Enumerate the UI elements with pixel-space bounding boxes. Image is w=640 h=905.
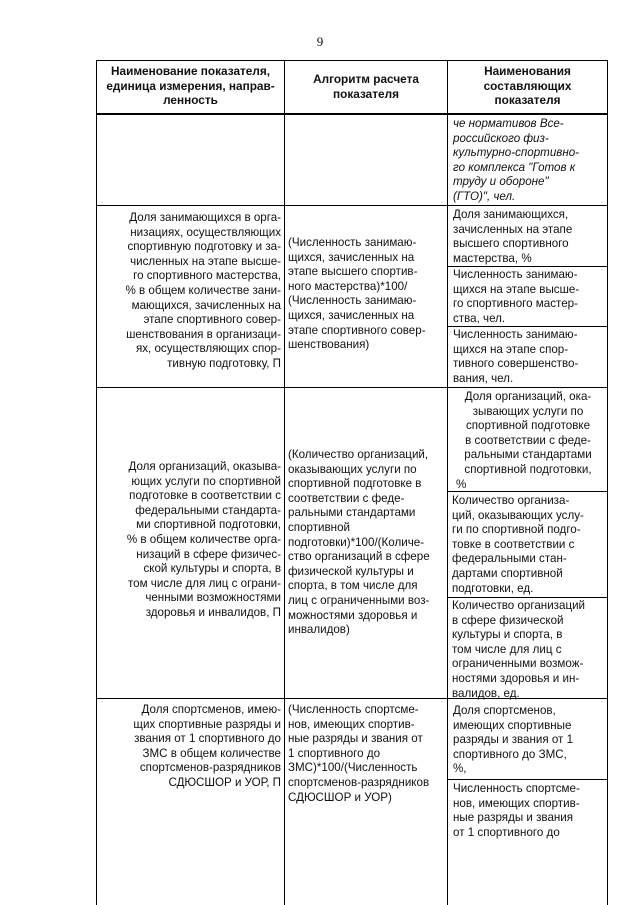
row-continuation-component: че нормативов Все- российского физ- культурно-спортивно- го комплекса "Готов к труду и обороне" (ГТО)", чел. <box>453 117 580 203</box>
page-number: 9 <box>316 34 324 49</box>
calculation-formula-cell: (Численность спортсме- нов, имеющих спортив- ные разряды и звания от 1 спортивного до ЗМС)*100/(Численность спортсменов-разрядников СДЮСШОР и УОР) <box>288 703 430 804</box>
subcell-divider <box>447 779 608 780</box>
component-cell: Доля спортсменов, имеющих спортивные разряды и звания от 1 спортивного до ЗМС, %, <box>453 704 574 776</box>
header-indicator-name: Наименование показателя, единица измерения, направ- ленность <box>106 64 275 108</box>
header-calculation-algorithm: Алгоритм расчета показателя <box>313 72 419 101</box>
component-cell: Доля занимающихся, зачисленных на этапе высшего спортивного мастерства, % <box>453 208 573 265</box>
column-divider-1 <box>284 60 285 905</box>
indicator-name-cell: Доля занимающихся в орга- низациях, осуществляющих спортивную подготовку и за- численных на этапе высше- го спортивного мастерства, % в общем количестве зани- мающихся, зачисленных на этапе спортивного совер- шенствования в организаци- ях, осуществляющих спор- тивную подготовку, П <box>125 211 281 370</box>
indicator-name-cell: Доля организаций, оказыва- ющих услуги по спортивной подготовке в соответствии с федеральными стандарта- ми спортивной подготовки, % в общем количестве орга- низаций в сфере физичес- ской культуры и спорта, в том числе для лиц с ограни- ченными возможностями здоровья и инвалидов, П <box>126 460 281 619</box>
component-cell: Количество организаций в сфере физической культуры и спорта, в том числе для лиц с ограниченными возмож- ностями здоровья и ин- валидов, ед. <box>452 599 586 700</box>
subcell-divider <box>447 597 608 598</box>
row-divider-1 <box>96 205 608 206</box>
calculation-formula-cell: (Количество организаций, оказывающих услуги по спортивной подготовке в соответствии с феде- ральными стандартами спортивной подготовки)*100/(Количе- ство организаций в сфере физической культуры и спорта, в том числе для лиц с ограниченными воз- можностями здоровья и инвалидов) <box>288 448 430 637</box>
header-components-names: Наименования составляющих показателя <box>483 64 572 108</box>
component-cell: Количество организа- ций, оказывающих услу- ги по спортивной подго- товке в соответствии с федеральными стан- дартами спортивной подготовки, ед. <box>452 494 584 595</box>
table-border-top <box>96 60 608 61</box>
component-cell: Численность спортсме- нов, имеющих спортив- ные разряды и звания от 1 спортивного до <box>453 782 580 839</box>
component-cell: Численность занимаю- щихся на этапе спор- тивного совершенство- вания, чел. <box>453 328 579 385</box>
row-divider-2 <box>96 387 608 388</box>
calculation-formula-cell: (Численность занимаю- щихся, зачисленных на этапе высшего спортив- ного мастерства)*100/ (Численность занимаю- щихся, зачисленных на этапе спортивного совер- шенствования) <box>288 236 426 352</box>
table-border-left <box>96 60 97 905</box>
header-bottom-rule <box>96 113 608 115</box>
component-cell: Численность занимаю- щихся на этапе высше- го спортивного мастер- ства, чел. <box>453 268 580 325</box>
component-cell: Доля организаций, ока- зывающих услуги по спортивной подготовке в соответствии с феде- ральными стандартами спортивной подготовки, % <box>456 390 592 491</box>
indicator-name-cell: Доля спортсменов, имею- щих спортивные разряды и звания от 1 спортивного до ЗМС в общем количестве спортсменов-разрядников СДЮСШОР и УОР, П <box>133 703 281 789</box>
